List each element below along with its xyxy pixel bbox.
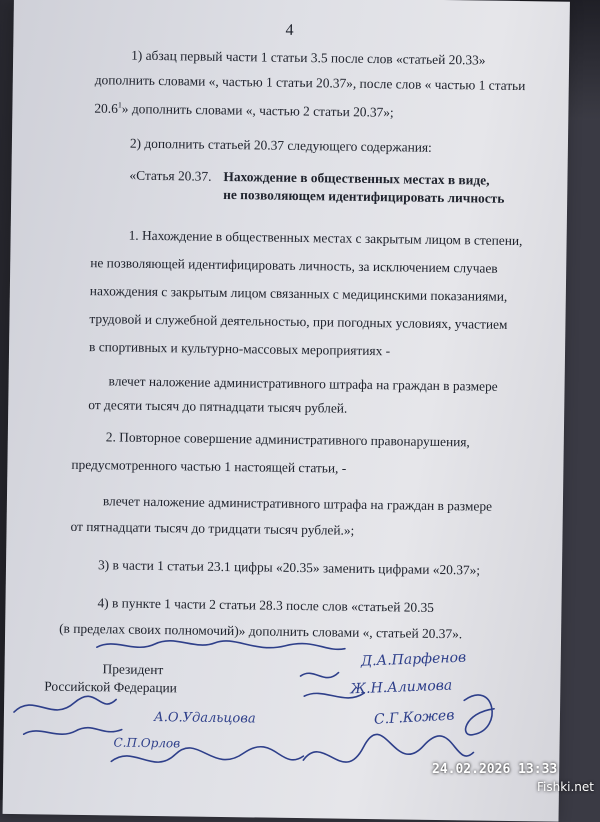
scribble-top bbox=[97, 639, 345, 651]
signature-alimova: Ж.Н.Алимова bbox=[350, 677, 453, 698]
president-title: Президент bbox=[102, 661, 164, 678]
p2-line-1: 2. Повторное совершение административного правонарушения, bbox=[105, 429, 470, 450]
article-title-line-1: Нахождение в общественных местах в виде, bbox=[223, 168, 490, 188]
item-1-line-1: 1) абзац первый части 1 статьи 3.5 после слов «статьей 20.33» bbox=[131, 47, 486, 68]
p1-line-1: 1. Нахождение в общественных местах с закрытым лицом в степени, bbox=[128, 227, 523, 249]
photo-timestamp: 24.02.2026 13:33 bbox=[432, 762, 558, 777]
p1-penalty-line-1: влечет наложение административного штрафа на граждан в размере bbox=[108, 373, 498, 394]
signature-udaltsova: А.О.Удальцова bbox=[153, 710, 256, 727]
item-1-line-2: дополнить словами «, частью 1 статьи 20.37», после слов « частью 1 статьи bbox=[94, 72, 526, 94]
p1-penalty-line-2: от десяти тысяч до пятнадцати тысяч рублей. bbox=[88, 397, 348, 416]
document-page bbox=[3, 0, 570, 822]
p1-line-4: трудовой и служебной деятельностью, при погодных условиях, участием bbox=[89, 311, 508, 332]
article-label: «Статья 20.37. bbox=[129, 167, 212, 184]
watermark: Fishki.net bbox=[536, 780, 594, 794]
president-country: Российской Федерации bbox=[44, 678, 178, 696]
item-3: 3) в части 1 статьи 23.1 цифры «20.35» заменить цифрами «20.37»; bbox=[97, 557, 481, 578]
scribble-left-2 bbox=[24, 727, 122, 736]
scribble-left-1 bbox=[14, 695, 116, 713]
p1-line-2: не позволяющей идентифицировать личность, за исключением случаев bbox=[90, 255, 498, 276]
scribble-right bbox=[464, 695, 495, 735]
scribble-bottom-2 bbox=[303, 733, 473, 763]
p2-penalty-line-1: влечет наложение административного штрафа на граждан в размере bbox=[102, 493, 493, 514]
handwritten-signatures bbox=[3, 632, 561, 810]
item-4-line-2: (в пределах своих полномочий)» дополнить словами «, статьей 20.37». bbox=[59, 620, 463, 642]
article-title-line-2: не позволяющем идентифицировать личность bbox=[223, 186, 505, 206]
page-number: 4 bbox=[285, 21, 294, 39]
p1-line-5: в спортивных и культурно-массовых мероприятиях - bbox=[88, 339, 391, 359]
signature-kozhev: С.Г.Кожев bbox=[373, 707, 455, 728]
signature-orlov: С.П.Орлов bbox=[113, 735, 181, 751]
item-4-line-1: 4) в пункте 1 части 2 статьи 28.3 после слов «статьей 20.35 bbox=[97, 595, 435, 615]
item-2: 2) дополнить статьей 20.37 следующего содержания: bbox=[129, 135, 432, 155]
p1-line-3: нахождения с закрытым лицом связанных с медицинскими показаниями, bbox=[89, 283, 508, 304]
item-1-line-3: 20.6$^1$» дополнить словами «, частью 2 статьи 20.37»; bbox=[94, 100, 394, 120]
p2-line-2: предусмотренного частью 1 настоящей статьи, - bbox=[71, 456, 347, 476]
signature-parfenov: Д.А.Парфенов bbox=[360, 649, 467, 670]
p2-penalty-line-2: от пятнадцати тысяч до тридцати тысяч рублей.»; bbox=[70, 518, 355, 538]
